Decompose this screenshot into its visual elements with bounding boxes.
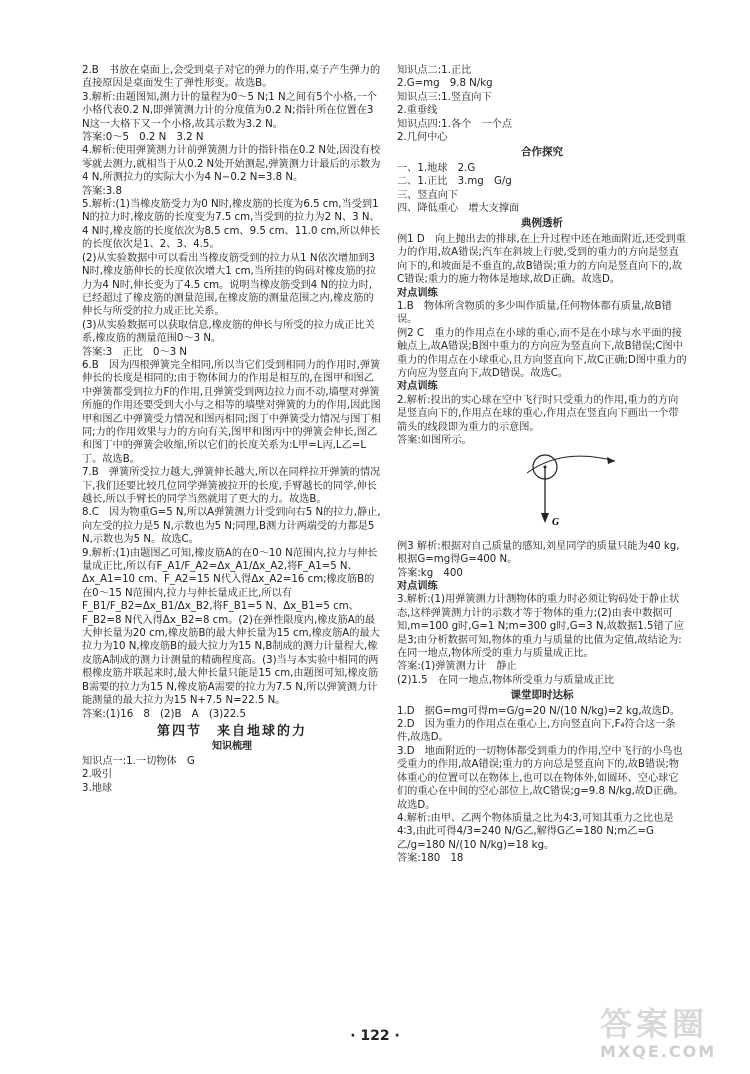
- text-line: 例1 D 向上抛出去的排球,在上升过程中还在地面附近,还受到重力的作用,故A错误;汽车在斜坡上行驶,受到的重力的方向是竖直向下的,和坡面是不垂直的,故B错误;重力的方向是竖直向下的,故C错误;重力的施力物体是地球,故D正确。故选D。: [397, 233, 686, 286]
- coop-items: [397, 162, 687, 216]
- right-column: [397, 64, 687, 866]
- text-line: 知识点三:1.竖直向下: [397, 91, 492, 103]
- text-line: 4.解析:使用弹簧测力计前弹簧测力计的指针指在0.2 N处,因没有校零就去测力,就相当于从0.2 N处开始测起,弹簧测力计最后的示数为4 N,所测拉力的实际大小为4 N−0.2 N=3.8 N。: [82, 145, 381, 184]
- typical-title: 典例透析: [521, 217, 563, 230]
- gravity-arrowhead: [541, 513, 549, 523]
- text-line: (2)从实验数据中可以看出当橡皮筋受到的拉力从1 N依次增加到3 N时,橡皮筋伸长的长度依次增大1 cm,当所挂的钩码对橡皮筋的拉力为4 N时,伸长变为了4.5 cm。说明当橡皮筋受到4 N的拉力时,已经超过了橡皮筋的测量范围,在橡皮筋的测量范围之内,橡皮筋的伸长与所受的拉力成正比关系。: [82, 252, 377, 318]
- page-number: · 122 ·: [350, 1028, 400, 1044]
- knowledge-points: [397, 64, 687, 144]
- text-line: 2.吸引: [82, 769, 113, 781]
- text-line: 3.地球: [82, 782, 113, 794]
- text-line: (2)1.5 在同一地点,物体所受重力与质量成正比: [397, 674, 615, 686]
- text-line: 答案:180 18: [397, 853, 464, 865]
- text-line: 4.解析:由甲、乙两个物体质量之比为4∶3,可知其重力之比也是4∶3,由此可得4/3=240 N/G乙,解得G乙=180 N;m乙=G乙/g=180 N/(10 N/kg)=18 kg。: [397, 812, 674, 851]
- text-line: 5.解析:(1)当橡皮筋受力为0 N时,橡皮筋的长度为6.5 cm,当受到1 N的拉力时,橡皮筋的长度变为7.5 cm,当受到的拉力为2 N、3 N、4 N时,橡皮筋的长度依次为8.5 cm、9.5 cm、11.0 cm,所以伸长的长度依次是1、2、3、4.5。: [82, 199, 381, 251]
- text-line: 3.解析:由题图知,测力计的量程为0～5 N;1 N之间有5个小格,一个小格代表0.2 N,即弹簧测力计的分度值为0.2 N;指针所在位置在3 N这一大格下又一个小格,故其示数为3.2 N。: [82, 91, 377, 130]
- coop-title: 合作探究: [521, 146, 563, 159]
- text-line: 对点训练: [397, 581, 438, 592]
- text-line: 2.D 因为重力的作用点在重心上,方向竖直向下,F₄符合这一条件,故选D。: [397, 719, 676, 744]
- text-line: 答案:kg 400: [397, 567, 463, 579]
- text-line: 答案:3.8: [82, 185, 123, 197]
- text-line: 2.G=mg 9.8 N/kg: [397, 78, 493, 90]
- text-line: 6.B 因为四根弹簧完全相同,所以当它们受到相同力的作用时,弹簧伸长的长度是相同的;由于物体间力的作用是相互的,在图甲和图乙中弹簧都受到拉力F的作用,且弹簧受到两边拉力而不动,墙壁对弹簧所施的作用还要受到大小与之相等的墙壁对弹簧的力的作用,因此图甲和图乙中弹簧受力情况和图丙相同;图丁中弹簧受力情况与图丁相同;力的作用效果与力的方向有关,图甲和图丙中的弹簧会伸长,图乙和图丁中的弹簧会收缩,所以它们的长度关系为:L甲=L丙,L乙=L丁。故选B。: [82, 359, 381, 465]
- class-answers: [397, 705, 687, 866]
- watermark-top: 答案圈: [600, 1005, 709, 1043]
- text-line: 例2 C 重力的作用点在小球的重心,而不是在小球与水平面的接触点上,故A错误;B图中重力的方向应为竖直向下,故B错误;C图中重力的作用点在小球重心,且方向竖直向下,故C正确;D图中重力的方向应为竖直向下,故D错误。故选C。: [397, 327, 687, 379]
- trajectory-arc: [527, 456, 615, 473]
- text-line: 7.B 弹簧所受拉力越大,弹簧伸长越大,所以在同样拉开弹簧的情况下,我们还要比较几位同学弹簧被拉开的长度,手臂越长的同学,伸长越长,所以手臂长的同学当然就用了更大的力。故选B。: [82, 467, 381, 505]
- text-line: 2.B 书放在桌面上,会受到桌子对它的弹力的作用,桌子产生弹力的直接原因是桌面发生了弹性形变。故选B。: [82, 65, 381, 90]
- text-line: 2.重垂线: [397, 105, 438, 117]
- watermark-logo: [600, 1006, 750, 1074]
- text-line: 8.C 因为物重G=5 N,所以A弹簧测力计受到向右5 N的拉力,静止,向左受的拉力是5 N,示数也为5 N;同理,B测力计两端受的力都是5 N,示数也为5 N。故选C。: [82, 507, 381, 546]
- text-line: 答案:(1)弹簧测力计 静止: [397, 661, 517, 673]
- text-line: 1.B 物体所含物质的多少叫作质量,任何物体都有质量,故B错误。: [397, 300, 672, 326]
- typical-examples: [397, 233, 687, 448]
- text-line: 二、1.正比 3.mg G/g: [397, 176, 512, 188]
- section-title: 第四节 来自地球的力: [156, 723, 307, 739]
- text-line: 知识点二:1.正比: [397, 65, 472, 76]
- text-line: 3.解析:(1)用弹簧测力计测物体的重力时必须让钩码处于静止状态,这样弹簧测力计的示数才等于物体的重力;(2)由表中数据可知,m=100 g时,G=1 N;m=300 g时,G=3 N,故数据1.5错了应是3;由分析数据可知,物体的重力与质量的比值为定值,故结论为:在同一地点,物体所受的重力与质量成正比。: [397, 594, 685, 660]
- text-line: 四、降低重心 增大支撑面: [397, 203, 520, 215]
- gravity-label: G: [552, 517, 560, 529]
- text-line: 1.D 据G=mg可得m=G/g=20 N/(10 N/kg)=2 kg,故选D。: [397, 705, 681, 717]
- left-knowledge-list: [82, 755, 382, 795]
- text-line: 9.解析:(1)由题图乙可知,橡皮筋A的在0～10 N范围内,拉力与伸长量成正比,所以有F_A1/F_A2=Δx_A1/Δx_A2,将F_A1=5 N、Δx_A1=10 cm、F_A2=15 N代入得Δx_A2=16 cm;橡皮筋B的在0～15 N范围内,拉力与伸长量成正比,所以有F_B1/F_B2=Δx_B1/Δx_B2,将F_B1=5 N、Δx_B1=5 cm、F_B2=8 N代入得Δx_B2=8 cm。(2)在弹性限度内,橡皮筋A的最大伸长量为20 cm,橡皮筋B的最大伸长量为15 cm,橡皮筋A的最大拉力为10 N,橡皮筋B的最大拉力为15 N,B制成的测力计量程大,橡皮筋A制成的测力计测量的精确程度高。(3)当与本实验中相同的两根橡皮筋并联起来时,最大伸长量只能是15 cm,由题图可知,橡皮筋B需要的拉力为15 N,橡皮筋A需要的拉力为7.5 N,所以弹簧测力计能测量的最大拉力为15 N+7.5 N=22.5 N。: [82, 547, 380, 707]
- text-line: 三、竖直向下: [397, 189, 459, 201]
- left-column: [82, 64, 382, 795]
- text-line: 答案:3 正比 0～3 N: [82, 346, 188, 358]
- text-line: 答案:(1)16 8 (2)B A (3)22.5: [82, 708, 246, 720]
- text-line: 对点训练: [397, 381, 438, 393]
- watermark-bottom: MXQE.COM: [600, 1042, 717, 1061]
- text-line: 对点训练: [397, 287, 438, 299]
- text-line: 知识点四:1.各个 一个点: [397, 118, 513, 130]
- left-answers: [82, 64, 382, 721]
- text-line: 一、1.地球 2.G: [397, 162, 476, 174]
- text-line: 2.解析:投出的实心球在空中飞行时只受重力的作用,重力的方向是竖直向下的,作用点在球的重心,作用点在竖直向下画出一个带箭头的线段即为重力的示意图。: [397, 394, 679, 433]
- text-line: 3.D 地面附近的一切物体都受到重力的作用,空中飞行的小鸟也受重力的作用,故A错误;重力的方向总是竖直向下的,故B错误;物体重心的位置可以在物体上,也可以在物体外,如圆环、空心球它们的重心在中间的空心部位上,故C错误;g=9.8 N/kg,故D正确。故选D。: [397, 745, 684, 811]
- text-line: 答案:如图所示。: [397, 434, 472, 446]
- examples-continued: [397, 540, 687, 687]
- text-line: (3)从实验数据可以获取信息,橡皮筋的伸长与所受的拉力成正比关系,橡皮筋的测量范围0～3 N。: [82, 319, 375, 345]
- gravity-diagram: [527, 451, 617, 531]
- trajectory-arrowhead: [607, 457, 615, 464]
- section-subtitle: 知识梳理: [212, 741, 252, 753]
- text-line: 知识点一:1.一切物体 G: [82, 755, 195, 767]
- text-line: 例3 解析:根据对自己质量的感知,刘星同学的质量只能为40 kg,根据G=mg得G=400 N。: [397, 540, 680, 566]
- text-line: 答案:0～5 0.2 N 3.2 N: [82, 132, 204, 144]
- text-line: 2.几何中心: [397, 132, 448, 144]
- class-title: 课堂即时达标: [510, 689, 574, 702]
